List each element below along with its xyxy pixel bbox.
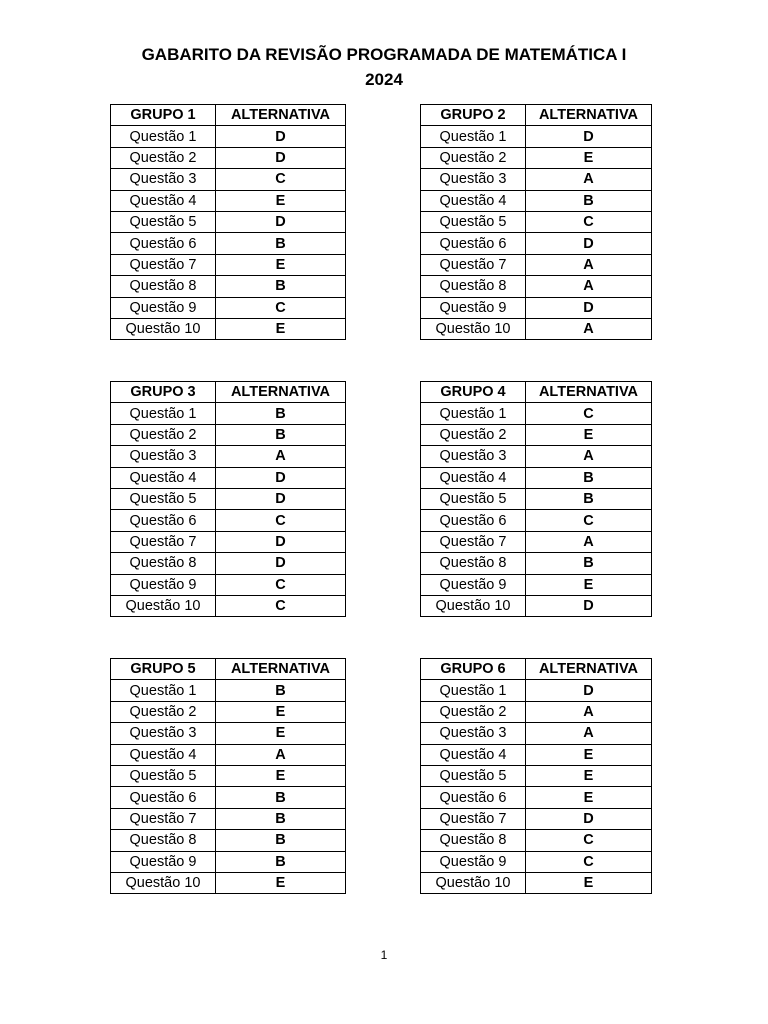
question-label: Questão 2 (111, 701, 216, 722)
answer-letter: C (526, 851, 652, 872)
title-line-year: 2024 (365, 70, 403, 89)
table-row (421, 872, 652, 893)
question-label: Questão 10 (111, 318, 216, 339)
table-row (111, 808, 346, 829)
question-label: Questão 5 (421, 488, 526, 509)
answer-letter: E (216, 723, 346, 744)
answer-letter: E (526, 744, 652, 765)
answer-table-group-4 (420, 381, 652, 617)
answer-letter: A (526, 531, 652, 552)
question-label: Questão 8 (421, 830, 526, 851)
question-label: Questão 5 (421, 765, 526, 786)
question-label: Questão 5 (111, 765, 216, 786)
answer-letter: A (526, 169, 652, 190)
question-label: Questão 5 (421, 211, 526, 232)
table-row (421, 701, 652, 722)
table-row (111, 403, 346, 424)
answer-letter: E (526, 147, 652, 168)
table-row (111, 787, 346, 808)
question-label: Questão 8 (421, 276, 526, 297)
answer-letter: A (216, 744, 346, 765)
group-name-header: GRUPO 4 (421, 382, 526, 403)
answer-letter: C (216, 297, 346, 318)
answer-letter: A (216, 446, 346, 467)
question-label: Questão 3 (421, 723, 526, 744)
table-row (111, 872, 346, 893)
table-row (421, 190, 652, 211)
answer-letter: D (216, 147, 346, 168)
table-row (421, 446, 652, 467)
question-label: Questão 9 (111, 574, 216, 595)
table-row (111, 510, 346, 531)
question-label: Questão 10 (421, 872, 526, 893)
question-label: Questão 8 (111, 830, 216, 851)
answer-letter: D (216, 211, 346, 232)
answer-letter: B (526, 467, 652, 488)
question-label: Questão 1 (421, 126, 526, 147)
answer-table-group-2 (420, 104, 652, 340)
question-label: Questão 9 (421, 297, 526, 318)
table-row (111, 574, 346, 595)
table-header-row (111, 382, 346, 403)
answer-letter: B (216, 424, 346, 445)
table-row (421, 318, 652, 339)
table-row (421, 126, 652, 147)
answer-letter: A (526, 276, 652, 297)
table-row (111, 446, 346, 467)
answer-letter: A (526, 446, 652, 467)
table-row (111, 126, 346, 147)
question-label: Questão 3 (421, 169, 526, 190)
answer-letter: E (526, 787, 652, 808)
table-row (421, 574, 652, 595)
table-row (111, 169, 346, 190)
answer-letter: E (216, 701, 346, 722)
answer-letter: D (526, 126, 652, 147)
question-label: Questão 1 (111, 126, 216, 147)
answer-letter: B (216, 808, 346, 829)
table-row (111, 830, 346, 851)
table-row (421, 424, 652, 445)
answer-letter: E (216, 765, 346, 786)
answer-letter: E (526, 765, 652, 786)
answer-letter: B (526, 488, 652, 509)
answer-table-group-3 (110, 381, 346, 617)
question-label: Questão 6 (421, 510, 526, 531)
question-label: Questão 2 (111, 147, 216, 168)
question-label: Questão 7 (111, 531, 216, 552)
table-row (421, 169, 652, 190)
answer-letter: E (216, 318, 346, 339)
question-label: Questão 4 (421, 467, 526, 488)
question-label: Questão 6 (111, 787, 216, 808)
question-label: Questão 9 (421, 851, 526, 872)
question-label: Questão 1 (111, 680, 216, 701)
question-label: Questão 10 (111, 872, 216, 893)
question-label: Questão 9 (111, 297, 216, 318)
table-row (421, 276, 652, 297)
table-row (111, 851, 346, 872)
question-label: Questão 6 (111, 510, 216, 531)
answer-column-header: ALTERNATIVA (216, 105, 346, 126)
table-row (421, 297, 652, 318)
question-label: Questão 10 (111, 595, 216, 616)
answer-table-group-5 (110, 658, 346, 894)
question-label: Questão 4 (421, 190, 526, 211)
question-label: Questão 10 (421, 318, 526, 339)
table-row (111, 488, 346, 509)
answer-letter: C (526, 403, 652, 424)
table-row (421, 211, 652, 232)
answer-letter: A (526, 723, 652, 744)
question-label: Questão 2 (421, 147, 526, 168)
table-row (111, 297, 346, 318)
question-label: Questão 2 (421, 424, 526, 445)
question-label: Questão 8 (111, 276, 216, 297)
answer-letter: B (526, 553, 652, 574)
answer-letter: C (216, 595, 346, 616)
table-row (111, 595, 346, 616)
answer-letter: E (216, 254, 346, 275)
answer-table-group-6 (420, 658, 652, 894)
answer-letter: D (216, 126, 346, 147)
table-row (111, 190, 346, 211)
table-row (111, 147, 346, 168)
table-row (421, 553, 652, 574)
table-row (421, 467, 652, 488)
question-label: Questão 3 (421, 446, 526, 467)
question-label: Questão 2 (111, 424, 216, 445)
table-row (421, 808, 652, 829)
question-label: Questão 9 (111, 851, 216, 872)
answer-table-group-1 (110, 104, 346, 340)
question-label: Questão 3 (111, 723, 216, 744)
answer-letter: D (526, 808, 652, 829)
group-name-header: GRUPO 3 (111, 382, 216, 403)
table-row (421, 851, 652, 872)
answer-letter: D (526, 297, 652, 318)
table-row (111, 701, 346, 722)
question-label: Questão 6 (421, 787, 526, 808)
answer-letter: D (216, 553, 346, 574)
table-row (421, 531, 652, 552)
answer-letter: E (526, 872, 652, 893)
table-header-row (421, 382, 652, 403)
answer-letter: B (216, 680, 346, 701)
table-row (421, 254, 652, 275)
answer-letter: C (216, 574, 346, 595)
question-label: Questão 7 (111, 254, 216, 275)
answer-letter: B (216, 276, 346, 297)
question-label: Questão 5 (111, 211, 216, 232)
table-row (111, 765, 346, 786)
table-row (421, 787, 652, 808)
group-name-header: GRUPO 1 (111, 105, 216, 126)
table-row (421, 680, 652, 701)
table-row (111, 723, 346, 744)
answer-letter: E (216, 872, 346, 893)
answer-letter: D (526, 680, 652, 701)
question-label: Questão 8 (421, 553, 526, 574)
answer-letter: C (526, 211, 652, 232)
answer-column-header: ALTERNATIVA (526, 659, 652, 680)
question-label: Questão 10 (421, 595, 526, 616)
question-label: Questão 5 (111, 488, 216, 509)
answer-letter: A (526, 701, 652, 722)
question-label: Questão 1 (421, 403, 526, 424)
question-label: Questão 6 (421, 233, 526, 254)
group-name-header: GRUPO 6 (421, 659, 526, 680)
answer-letter: A (526, 254, 652, 275)
question-label: Questão 6 (111, 233, 216, 254)
question-label: Questão 1 (421, 680, 526, 701)
answer-letter: B (216, 830, 346, 851)
table-header-row (421, 105, 652, 126)
answer-letter: C (216, 169, 346, 190)
question-label: Questão 7 (421, 254, 526, 275)
table-row (111, 531, 346, 552)
table-header-row (421, 659, 652, 680)
answer-letter: C (526, 510, 652, 531)
table-row (111, 553, 346, 574)
question-label: Questão 4 (111, 190, 216, 211)
answer-column-header: ALTERNATIVA (216, 382, 346, 403)
answer-letter: B (216, 233, 346, 254)
question-label: Questão 4 (421, 744, 526, 765)
table-row (111, 424, 346, 445)
answer-letter: D (216, 467, 346, 488)
question-label: Questão 7 (421, 531, 526, 552)
table-row (111, 233, 346, 254)
table-header-row (111, 105, 346, 126)
answer-column-header: ALTERNATIVA (216, 659, 346, 680)
table-row (421, 233, 652, 254)
answer-letter: E (526, 424, 652, 445)
table-row (421, 488, 652, 509)
answer-letter: D (216, 488, 346, 509)
question-label: Questão 7 (111, 808, 216, 829)
table-row (421, 147, 652, 168)
table-row (421, 723, 652, 744)
question-label: Questão 7 (421, 808, 526, 829)
group-name-header: GRUPO 5 (111, 659, 216, 680)
answer-letter: D (526, 233, 652, 254)
table-row (111, 254, 346, 275)
question-label: Questão 4 (111, 744, 216, 765)
question-label: Questão 3 (111, 169, 216, 190)
table-header-row (111, 659, 346, 680)
answer-letter: B (526, 190, 652, 211)
answer-letter: A (526, 318, 652, 339)
table-row (421, 830, 652, 851)
answer-letter: B (216, 403, 346, 424)
table-row (421, 765, 652, 786)
answer-letter: D (526, 595, 652, 616)
table-row (111, 276, 346, 297)
answer-letter: E (216, 190, 346, 211)
question-label: Questão 8 (111, 553, 216, 574)
answer-letter: C (216, 510, 346, 531)
answer-letter: C (526, 830, 652, 851)
group-name-header: GRUPO 2 (421, 105, 526, 126)
question-label: Questão 3 (111, 446, 216, 467)
table-row (111, 680, 346, 701)
page-number: 1 (380, 948, 388, 962)
answer-column-header: ALTERNATIVA (526, 105, 652, 126)
answer-letter: B (216, 787, 346, 808)
table-row (421, 510, 652, 531)
title-line-main: GABARITO DA REVISÃO PROGRAMADA DE MATEMÁTICA I (141, 45, 627, 64)
page-title (0, 42, 768, 92)
table-row (421, 595, 652, 616)
question-label: Questão 2 (421, 701, 526, 722)
table-row (421, 744, 652, 765)
question-label: Questão 9 (421, 574, 526, 595)
answer-letter: E (526, 574, 652, 595)
question-label: Questão 4 (111, 467, 216, 488)
question-label: Questão 1 (111, 403, 216, 424)
table-row (111, 744, 346, 765)
answer-letter: D (216, 531, 346, 552)
table-row (421, 403, 652, 424)
answer-letter: B (216, 851, 346, 872)
answer-column-header: ALTERNATIVA (526, 382, 652, 403)
table-row (111, 211, 346, 232)
table-row (111, 467, 346, 488)
table-row (111, 318, 346, 339)
